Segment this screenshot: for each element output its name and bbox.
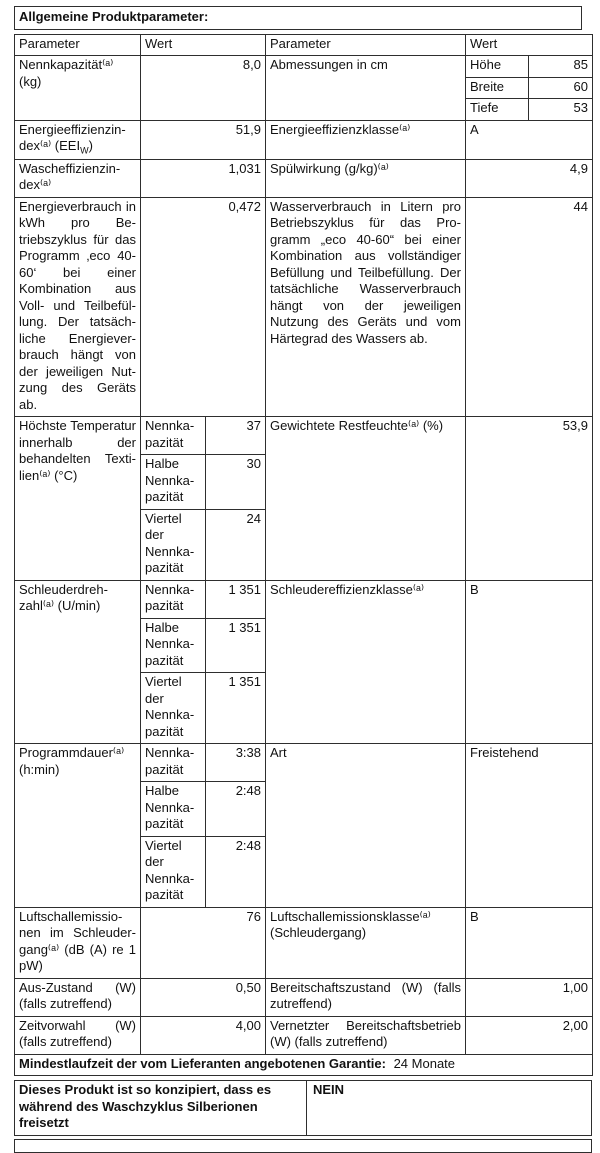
temp-sub-label-halbe: Halbe Nennkapazität (141, 455, 206, 510)
spin-sub-value-halbe: 1 351 (206, 618, 266, 673)
eei-label-close: ) (88, 138, 93, 153)
spin-sub-label-halbe: Halbe Nennkapazität (141, 618, 206, 673)
header-param-right: Parameter (266, 34, 466, 56)
silver-ions-answer: NEIN (313, 1082, 345, 1098)
value-energieeffizienzindex: 51,9 (141, 120, 266, 159)
param-wasserverbrauch: Wasserverbrauch in Litern pro Betriebszyklus für das Programm „eco 40-60“ bei einer Kombination aus vollständiger Befüllung und Teilbefüllung. Der tatsächliche Wasserverbrauch hängt von der jeweiligen Nutzung des Geräts und vom Härtegrad des Wassers ab. (266, 197, 466, 417)
eei-label-text: Energieeffizienzindex⁽ᵃ⁾ (EEI (19, 121, 126, 153)
param-hoechste-temperatur: Höchste Temperatur innerhalb der behandelten Textilien⁽ᵃ⁾ (°C) (15, 417, 141, 581)
spin-sub-value-nennkapazitaet: 1 351 (206, 580, 266, 618)
dim-label-tiefe: Tiefe (466, 99, 529, 121)
value-energieverbrauch: 0,472 (141, 197, 266, 417)
param-energieverbrauch: Energieverbrauch in kWh pro Betriebszyklus für das Programm ‚eco 40-60‘ bei einer Kombination aus Voll- und Teilbefüllung. Der tatsächliche Energieverbrauch hängt von der jeweiligen Nutzung des Geräts ab. (15, 197, 141, 417)
temp-sub-label-nennkapazitaet: Nennkapazität (141, 417, 206, 455)
value-schleudereffizienzklasse: B (466, 580, 593, 744)
param-wascheffizienzindex: Wascheffizienzindex⁽ᵃ⁾ (15, 159, 141, 197)
value-restfeuchte: 53,9 (466, 417, 593, 581)
temp-sub-value-halbe: 30 (206, 455, 266, 510)
temp-sub-value-nennkapazitaet: 37 (206, 417, 266, 455)
duration-sub-value-nennkapazitaet: 3:38 (206, 744, 266, 782)
param-vernetzter-bereitschaftsbetrieb: Vernetzter Bereitschaftsbetrieb (W) (falls zutreffend) (266, 1016, 466, 1054)
param-nennkapazitaet: Nennkapazität⁽ᵃ⁾ (kg) (15, 56, 141, 121)
silver-ions-row (14, 1080, 592, 1136)
dim-label-hoehe: Höhe (466, 56, 529, 78)
row-duration (15, 744, 593, 782)
param-schleuderdrehzahl: Schleuderdrehzahl⁽ᵃ⁾ (U/min) (15, 580, 141, 744)
row-capacity (15, 56, 593, 78)
duration-sub-value-halbe: 2:48 (206, 782, 266, 837)
header-value-right: Wert (466, 34, 593, 56)
dim-value-tiefe: 53 (529, 99, 593, 121)
header-value-left: Wert (141, 34, 266, 56)
dim-value-breite: 60 (529, 77, 593, 99)
param-bereitschaftszustand: Bereitschaftszustand (W) (falls zutreffend) (266, 978, 466, 1016)
guarantee-cell (15, 1054, 593, 1076)
dim-value-hoehe: 85 (529, 56, 593, 78)
value-spuelwirkung: 4,9 (466, 159, 593, 197)
duration-sub-label-viertel: Viertel der Nennkapazität (141, 836, 206, 907)
row-guarantee (15, 1054, 593, 1076)
param-art: Art (266, 744, 466, 908)
duration-sub-value-viertel: 2:48 (206, 836, 266, 907)
temp-sub-value-viertel: 24 (206, 509, 266, 580)
row-spin-speed (15, 580, 593, 618)
guarantee-label: Mindestlaufzeit der vom Lieferanten angebotenen Garantie: (19, 1055, 386, 1071)
value-art: Freistehend (466, 744, 593, 908)
value-nennkapazitaet: 8,0 (141, 56, 266, 121)
param-aus-zustand: Aus-Zustand (W) (falls zutreffend) (15, 978, 141, 1016)
sheet-title: Allgemeine Produktparameter: (14, 6, 582, 30)
row-delay-start (15, 1016, 593, 1054)
value-luftschallemissionen: 76 (141, 907, 266, 978)
value-vernetzter-bereitschaftsbetrieb: 2,00 (466, 1016, 593, 1054)
value-energieeffizienzklasse: A (466, 120, 593, 159)
duration-sub-label-halbe: Halbe Nennkapazität (141, 782, 206, 837)
row-off-mode (15, 978, 593, 1016)
param-abmessungen: Abmessungen in cm (266, 56, 466, 121)
param-luftschallemissionsklasse: Luftschallemissionsklasse⁽ᵃ⁾ (Schleudergang) (266, 907, 466, 978)
spin-sub-label-viertel: Viertel der Nennkapazität (141, 673, 206, 744)
eei-subscript: W (80, 145, 89, 156)
value-luftschallemissionsklasse: B (466, 907, 593, 978)
param-energieeffizienzklasse: Energieeffizienzklasse⁽ᵃ⁾ (266, 120, 466, 159)
param-zeitvorwahl: Zeitvorwahl (W) (falls zutreffend) (15, 1016, 141, 1054)
param-restfeuchte: Gewichtete Restfeuchte⁽ᵃ⁾ (%) (266, 417, 466, 581)
spin-sub-label-nennkapazitaet: Nennkapazität (141, 580, 206, 618)
row-temperature (15, 417, 593, 455)
header-param-left: Parameter (15, 34, 141, 56)
silver-ions-statement: Dieses Produkt ist so konzipiert, dass es während des Waschzyklus Silberionen freisetzt (15, 1081, 307, 1135)
header-row (15, 34, 593, 56)
value-wascheffizienzindex: 1,031 (141, 159, 266, 197)
param-energieeffizienzindex (15, 120, 141, 159)
param-schleudereffizienzklasse: Schleudereffizienzklasse⁽ᵃ⁾ (266, 580, 466, 744)
value-aus-zustand: 0,50 (141, 978, 266, 1016)
value-wasserverbrauch: 44 (466, 197, 593, 417)
dim-label-breite: Breite (466, 77, 529, 99)
row-noise (15, 907, 593, 978)
value-zeitvorwahl: 4,00 (141, 1016, 266, 1054)
guarantee-value: 24 Monate (393, 1055, 456, 1071)
row-wash-index (15, 159, 593, 197)
value-bereitschaftszustand: 1,00 (466, 978, 593, 1016)
param-luftschallemissionen: Luftschallemissionen im Schleudergang⁽ᵃ⁾ (dB (A) re 1 pW) (15, 907, 141, 978)
spin-sub-value-viertel: 1 351 (206, 673, 266, 744)
cut-off-row (14, 1139, 592, 1153)
row-eei (15, 120, 593, 159)
duration-sub-label-nennkapazitaet: Nennkapazität (141, 744, 206, 782)
param-programmdauer: Programmdauer⁽ᵃ⁾ (h:min) (15, 744, 141, 908)
param-spuelwirkung: Spülwirkung (g/kg)⁽ᵃ⁾ (266, 159, 466, 197)
product-parameters-table (14, 34, 593, 1077)
temp-sub-label-viertel: Viertel der Nennkapazität (141, 509, 206, 580)
row-energy (15, 197, 593, 417)
